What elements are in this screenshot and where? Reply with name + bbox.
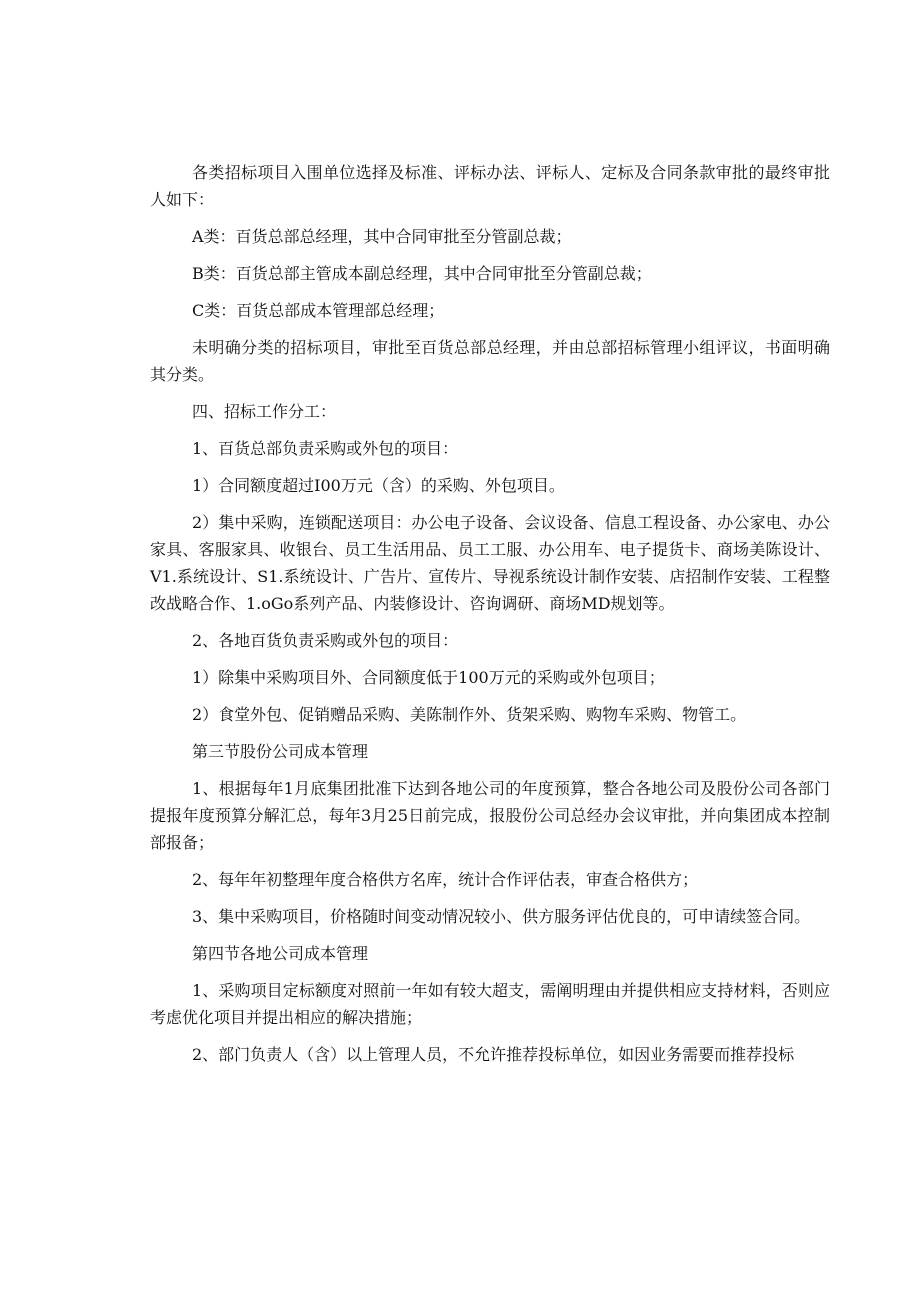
paragraph-section-4-item-2: 2、部门负责人（含）以上管理人员，不允许推荐投标单位，如因业务需要而推荐投标 (192, 1045, 795, 1064)
paragraph-section-3-item-3: 3、集中采购项目，价格随时间变动情况较小、供方服务评估优良的，可申请续签合同。 (192, 907, 811, 926)
paragraph-class-a: A类：百货总部总经理，其中合同审批至分管副总裁； (192, 227, 572, 246)
paragraph-hq-item-1: 1）合同额度超过I00万元（含）的采购、外包项目。 (192, 476, 565, 495)
section-heading-section-3: 第三节股份公司成本管理 (192, 742, 369, 761)
section-heading-division-of-work: 四、招标工作分工： (192, 402, 337, 421)
paragraph-local-item-2: 2）食堂外包、促销赠品采购、美陈制作外、货架采购、购物车采购、物管工。 (192, 705, 747, 724)
paragraph-hq-projects: 1、百货总部负责采购或外包的项目： (192, 439, 459, 458)
document-body (150, 159, 830, 1078)
paragraph-approvers-intro: 各类招标项目入围单位选择及标准、评标办法、评标人、定标及合同条款审批的最终审批人如下： (150, 163, 830, 209)
paragraph-section-3-item-2: 2、每年年初整理年度合格供方名库，统计合作评估表，审查合格供方； (192, 870, 699, 889)
paragraph-class-b: B类：百货总部主管成本副总经理，其中合同审批至分管副总裁； (192, 264, 652, 283)
paragraph-local-item-1: 1）除集中采购项目外、合同额度低于100万元的采购或外包项目； (192, 668, 665, 687)
paragraph-hq-item-2: 2）集中采购，连锁配送项目：办公电子设备、会议设备、信息工程设备、办公家电、办公家具、客服家具、收银台、员工生活用品、员工工服、办公用车、电子提货卡、商场美陈设计、V1.系统设计、S1.系统设计、广告片、宣传片、导视系统设计制作安装、店招制作安装、工程整改战略合作、1.oGo系列产品、内装修设计、咨询调研、商场MD规划等。 (150, 513, 830, 613)
paragraph-section-3-item-1: 1、根据每年1月底集团批准下达到各地公司的年度预算，整合各地公司及股份公司各部门提报年度预算分解汇总，每年3月25日前完成，报股份公司总经办会议审批，并向集团成本控制部报备； (150, 779, 830, 852)
paragraph-local-projects: 2、各地百货负责采购或外包的项目： (192, 631, 459, 650)
paragraph-class-c: C类：百货总部成本管理部总经理； (192, 301, 445, 320)
section-heading-section-4: 第四节各地公司成本管理 (192, 944, 369, 963)
paragraph-unclassified: 未明确分类的招标项目，审批至百货总部总经理，并由总部招标管理小组评议，书面明确其分类。 (150, 338, 830, 384)
paragraph-section-4-item-1: 1、采购项目定标额度对照前一年如有较大超支，需阐明理由并提供相应支持材料，否则应考虑优化项目并提出相应的解决措施； (150, 981, 830, 1027)
